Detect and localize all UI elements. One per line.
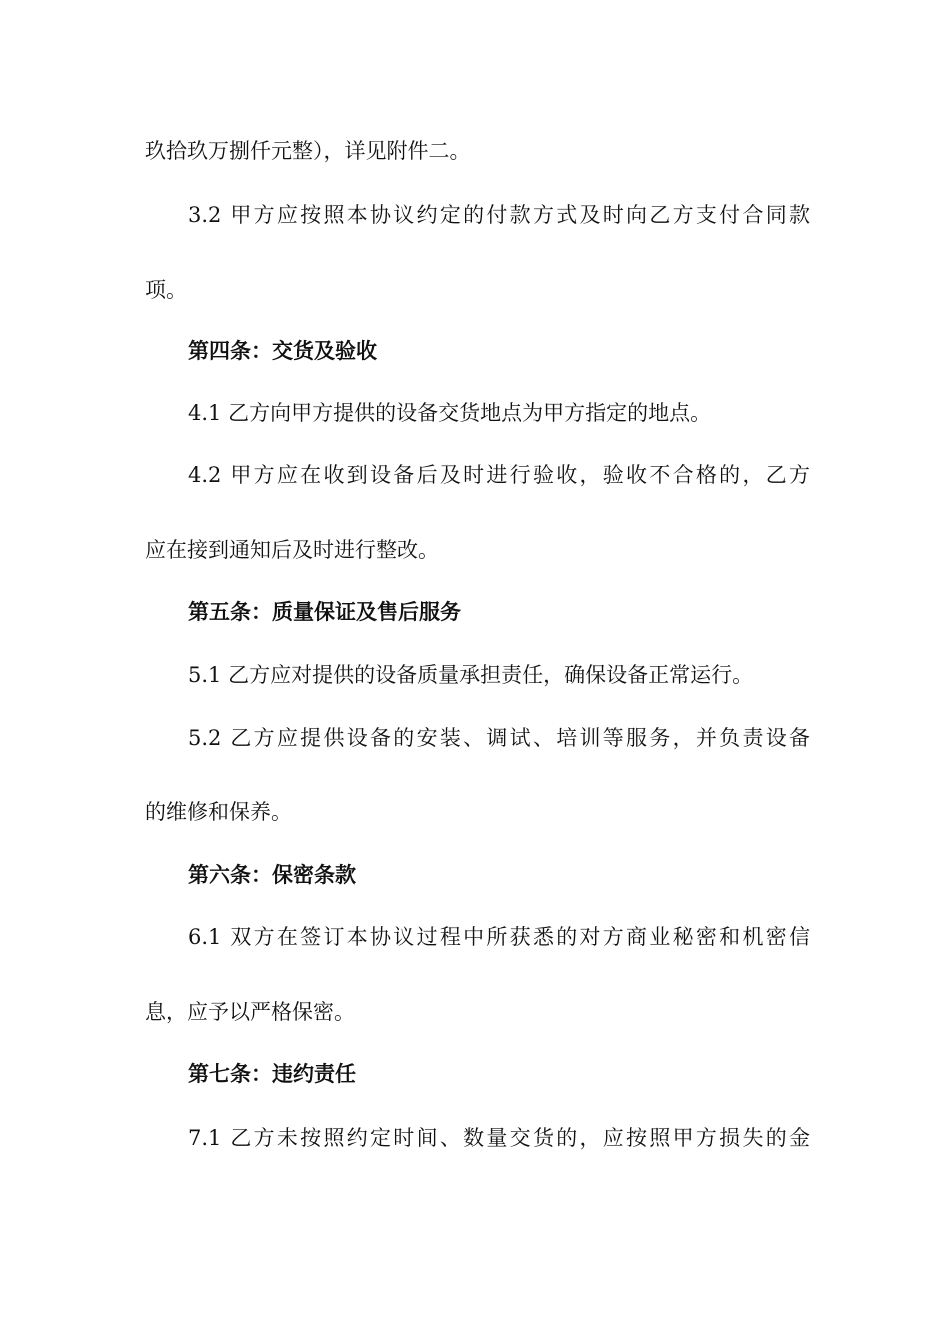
clause-5-1: 5.1 乙方应对提供的设备质量承担责任，确保设备正常运行。 (188, 663, 754, 687)
clause-6-1: 6.1 双方在签订本协议过程中所获悉的对方商业秘密和机密信 (188, 925, 810, 949)
clause-6-1-continuation: 息，应予以严格保密。 (145, 1000, 355, 1024)
clause-3-2: 3.2 甲方应按照本协议约定的付款方式及时向乙方支付合同款 (188, 203, 810, 227)
clause-4-1: 4.1 乙方向甲方提供的设备交货地点为甲方指定的地点。 (188, 401, 712, 425)
section-heading-7: 第七条：违约责任 (188, 1062, 356, 1086)
clause-7-1: 7.1 乙方未按照约定时间、数量交货的，应按照甲方损失的金 (188, 1126, 810, 1150)
clause-4-2-continuation: 应在接到通知后及时进行整改。 (145, 538, 439, 562)
section-heading-6: 第六条：保密条款 (188, 863, 356, 887)
clause-5-2: 5.2 乙方应提供设备的安装、调试、培训等服务，并负责设备 (188, 726, 810, 750)
section-heading-4: 第四条：交货及验收 (188, 339, 377, 363)
section-heading-5: 第五条：质量保证及售后服务 (188, 600, 461, 624)
clause-5-2-continuation: 的维修和保养。 (145, 800, 292, 824)
paragraph-continuation: 玖拾玖万捌仟元整），详见附件二。 (145, 139, 471, 163)
clause-4-2: 4.2 甲方应在收到设备后及时进行验收，验收不合格的，乙方 (188, 463, 810, 487)
clause-3-2-continuation: 项。 (145, 278, 187, 302)
